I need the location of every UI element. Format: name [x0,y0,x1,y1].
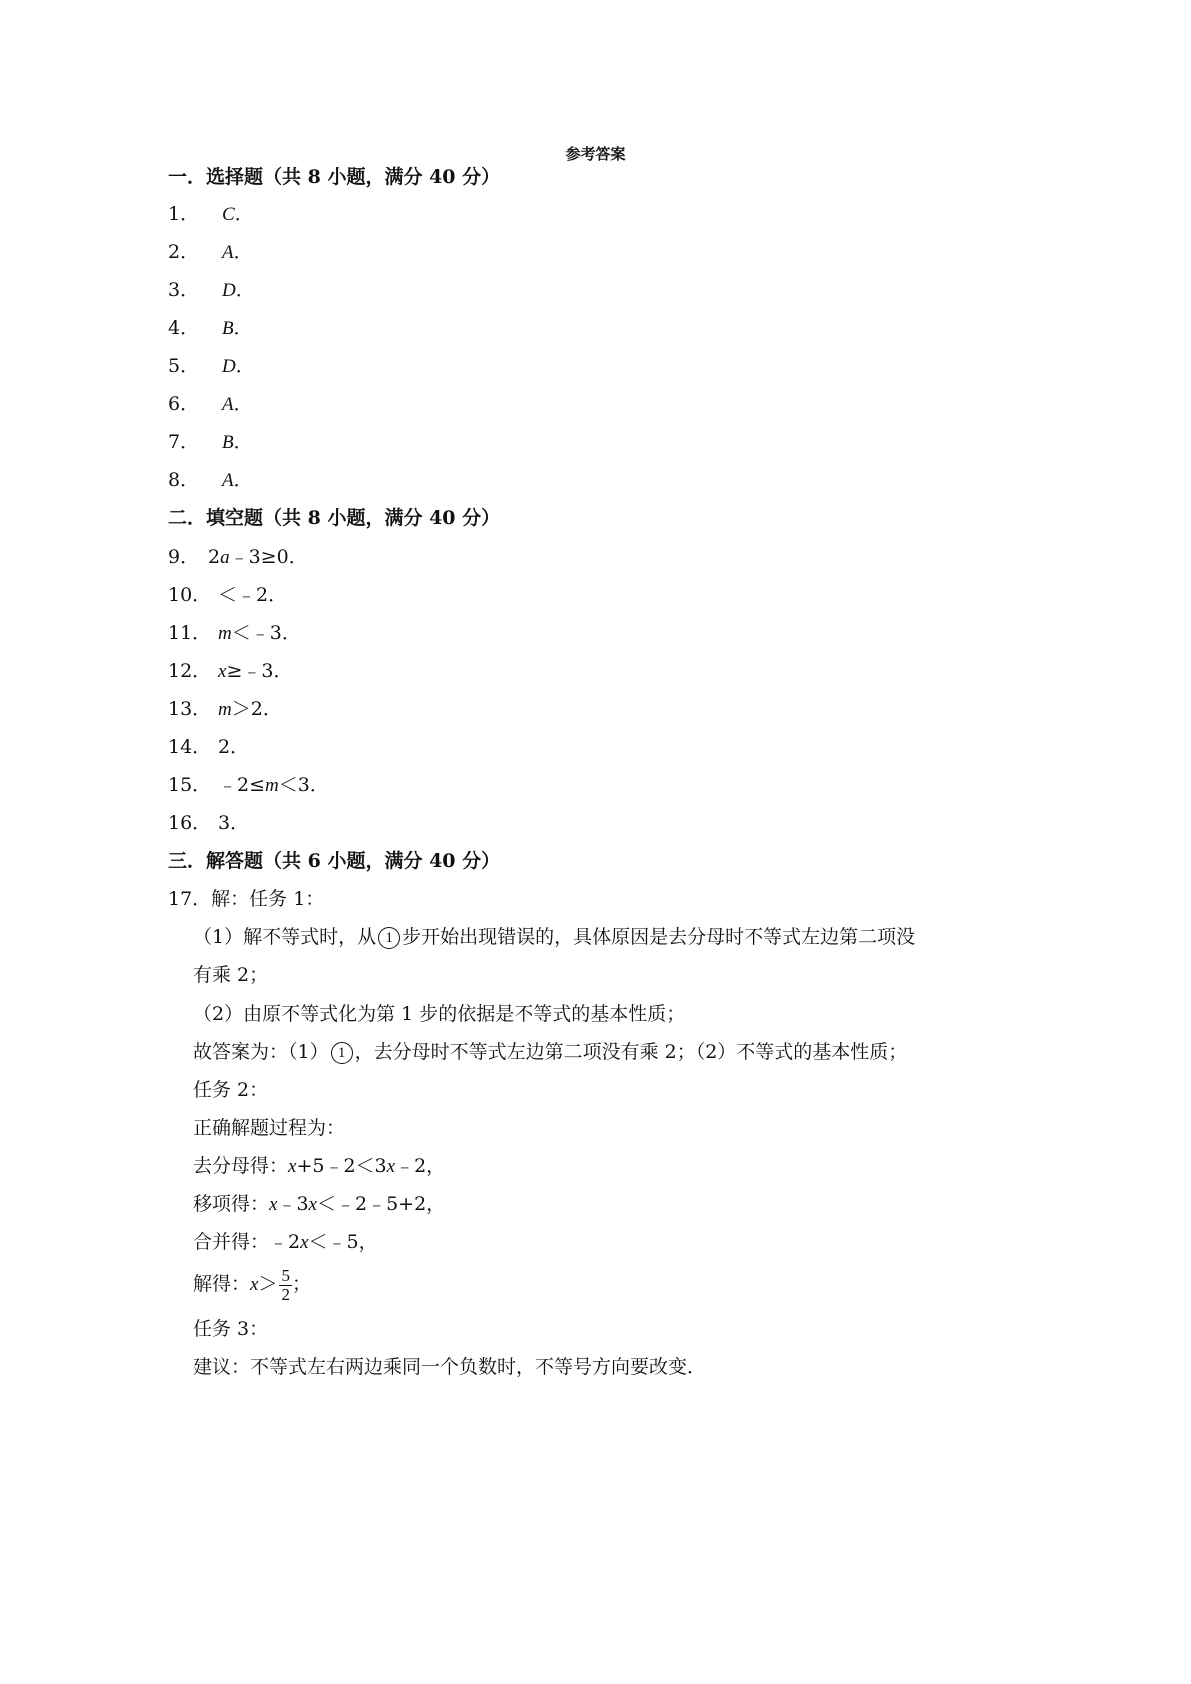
fill-answer-13: 13． m＞2． [168,698,282,720]
question-number: 4． [168,317,200,339]
mc-answer-1: 1． C． [168,203,254,225]
mc-answer-2: 2． A． [168,241,253,263]
question-number: 1． [168,203,200,225]
q17-task1-reason: （1）解不等式时，从 1 步开始出现错误的，具体原因是去分母时不等式左边第二项没 [193,926,916,948]
q17-step-solve: 解得：x＞ $\frac{5}{2}$ ； [193,1265,311,1304]
q17-task2-heading: 任务 2： [193,1079,269,1101]
q17-step-combine: 合并得：﹣2x＜﹣5， [193,1231,378,1253]
answer-letter: B [222,432,234,453]
mc-answer-6: 6． A． [168,393,253,415]
answer-letter: A [222,394,234,415]
section-heading-multiple-choice: 一．选择题（共 8 小题，满分 40 分） [168,166,501,188]
q17-task1-basis: （2）由原不等式化为第 1 步的依据是不等式的基本性质； [193,1003,686,1025]
answer-letter: A [222,242,234,263]
answer-letter: C [222,204,235,225]
q17-task3-advice: 建议：不等式左右两边乘同一个负数时，不等号方向要改变． [193,1356,707,1378]
question-number: 10． [168,584,212,606]
circled-number: 1 [331,1042,353,1064]
mc-answer-3: 3． D． [168,279,255,301]
answer-letter: D [222,280,236,301]
section-heading-fill-in: 二．填空题（共 8 小题，满分 40 分） [168,507,501,529]
page-title: 参考答案 [565,145,626,163]
mc-answer-5: 5． D． [168,355,255,377]
circled-number: 1 [378,927,400,949]
question-number: 12． [168,660,212,682]
fill-answer-12: 12． x≥﹣3． [168,660,293,682]
fill-answer-15: 15． ﹣2≤m＜3． [168,774,329,796]
question-number: 14． [168,736,212,758]
question-number: 11． [168,622,212,644]
answer-letter: D [222,356,236,377]
q17-step-transpose: 移项得：x﹣3x＜﹣2﹣5+2， [193,1193,446,1215]
question-number: 7． [168,431,200,453]
q17-heading: 17．解：任务 1： [168,888,325,910]
fill-answer-11: 11． m＜﹣3． [168,622,301,644]
question-number: 13． [168,698,212,720]
mc-answer-8: 8． A． [168,469,253,491]
question-number: 2． [168,241,200,263]
section-heading-solutions: 三．解答题（共 6 小题，满分 40 分） [168,850,501,872]
q17-task3-heading: 任务 3： [193,1318,269,1340]
fraction: $\frac{5}{2}$ [281,1265,290,1304]
q17-task2-intro: 正确解题过程为： [193,1117,346,1139]
mc-answer-4: 4． B． [168,317,253,339]
answer-letter: B [222,318,234,339]
question-number: 15． [168,774,212,796]
answer-letter: A [222,470,234,491]
question-number: 5． [168,355,200,377]
question-number: 3． [168,279,200,301]
mc-answer-7: 7． B． [168,431,253,453]
question-number: 8． [168,469,200,491]
question-number: 16． [168,812,212,834]
question-number: 6． [168,393,200,415]
fill-answer-9: 9． 2a﹣3≥0． [168,546,308,568]
q17-task1-reason-cont: 有乘 2； [193,964,269,986]
q17-task1-answer: 故答案为：（1） 1 ，去分母时不等式左边第二项没有乘 2；（2）不等式的基本性质； [193,1041,908,1063]
q17-step-clear-denominator: 去分母得：x+5﹣2＜3x﹣2， [193,1155,446,1177]
fill-answer-16: 16． 3． [168,812,250,834]
fill-answer-14: 14． 2． [168,736,250,758]
question-number: 9． [168,546,200,568]
fill-answer-10: 10． ＜﹣2． [168,584,288,606]
